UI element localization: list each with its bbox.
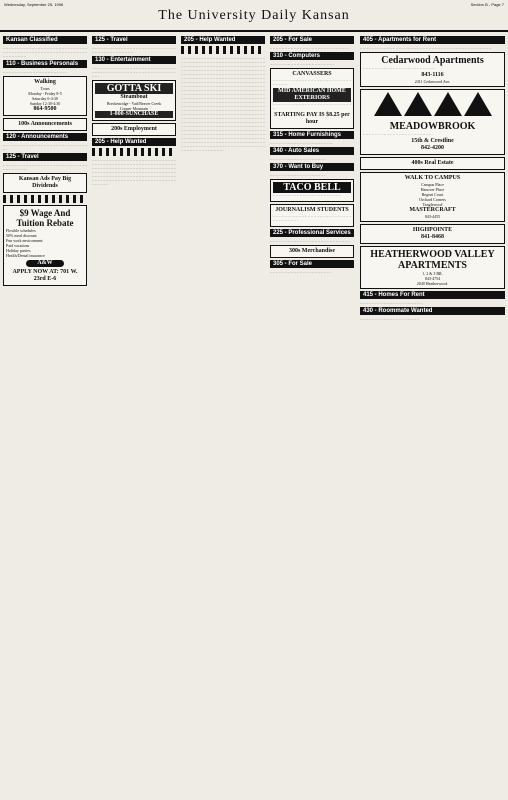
hanover-place: Hanover Place	[420, 187, 445, 192]
classified-title: Kansan Classified	[3, 36, 87, 44]
merchandise-header: 300s Merchandise	[288, 248, 336, 254]
heatherwood-address: 2040 Heatherwood.	[416, 281, 449, 286]
bullet-2: Fun work environment	[6, 238, 43, 243]
canvassers-title: CANVASSERS	[292, 71, 332, 77]
section-computers: 310 - Computers	[270, 52, 354, 60]
taco-bell-logo: TACO BELL	[273, 182, 351, 193]
meadowbrook-text: . . . . . . . . . . . . . . . . . . . . . . . . . . . . . . . . . . . . . . . . . . . . . .	[363, 132, 432, 136]
tanglewood: Tanglewood	[422, 202, 443, 207]
hours-sunday: Sunday 12:30-4:30	[29, 101, 61, 106]
journalism-text: . . . . . . . . . . . . . . . . . . . . . . . . . . . . . . . . . . . . . . . . . . . . . . . . . . . . . . . . . . . . . . . . . . . . .	[273, 214, 351, 222]
cedarwood-phone: 843-1116	[421, 72, 444, 78]
walk-title: WALK TO CAMPUS	[404, 175, 461, 181]
section-entertainment: 130 - Entertainment	[92, 56, 176, 64]
hours-weekday: Monday - Friday 8-5	[28, 91, 62, 96]
copper-mountain: Copper Mountain	[119, 106, 149, 111]
computers-text: . . . . . . . . . . . . . . . . . . . . . . . . . . . . . . . . . . . . . . . . . . .	[270, 62, 334, 66]
professional-services-text: . . . . . . . . . . . . . . . . . . . . . . . . . . . . . . . . . . . . . . . . . . . . . . . . . . . . . .	[270, 239, 351, 243]
column-2	[92, 34, 176, 796]
announcements-box	[3, 118, 87, 131]
meadowbrook-trees	[363, 92, 502, 121]
breckenridge: Breckenridge - Vail/Beaver Creek	[106, 101, 162, 106]
roommate-text: . . . . . . . . . . . . . . . . . . . . . . . . . . . . . . . . . . . . . . . .	[360, 317, 420, 321]
heatherwood-ad	[360, 246, 505, 289]
want-to-buy-text: . . . . . . . . . . . . . . . . . . . . . . . . . . . . . . . . . . . . .	[270, 173, 325, 177]
for-sale-text-2: . . . . . . . . . . . . . . . . . . . . . . . . . . . . . . . . . . . . . . . . .	[270, 270, 331, 274]
mid-american-text: . . . . . . . . . . . . . . . . . . . . . . . . . . . . . . . . . . . . . . . . . . . . . . . . . . . . . .	[273, 102, 351, 110]
section-professional-services: 225 - Professional Services	[270, 229, 354, 237]
newspaper-title: The University Daily Kansan	[158, 8, 350, 23]
bullet-3: Paid vacations	[6, 243, 30, 248]
section-auto-sales: 340 - Auto Sales	[270, 147, 354, 155]
section-help-wanted: 205 - Help Wanted	[92, 138, 176, 146]
sunchase-ad	[92, 80, 176, 121]
travel-text-2: . . . . . . . . . . . . . . . . . . . . . . . . . . . . . . . . . . . . . . . . . . . . . . . . . . . . . . . . . . . . . . . . . . . . . . . . . . . . . . . . . . . .	[92, 46, 176, 54]
sunchase-phone: 1-800-SUNCHASE	[95, 111, 173, 118]
section-roommate: 430 - Roommate Wanted	[360, 307, 505, 315]
column-4	[270, 34, 354, 796]
apartments-text: . . . . . . . . . . . . . . . . . . . . . . . . . . . . . . . . . . . . . . . . . . . . . . . . . . . . . . . . . . . . . . . . . . . . . . . . . . . . . . . . . . . . . . . .	[360, 46, 492, 50]
section-help-wanted-3: 205 - Help Wanted	[181, 36, 265, 44]
phone-number: 864-9500	[33, 106, 57, 112]
highpointe-ad	[360, 224, 505, 244]
cedarwood-address: 2411 Cedarwood Ave.	[414, 79, 451, 84]
business-text: . . . . . . . . . . . . . . . . . . . . . . . . . . . . . . . . . . . . . . . . . . .	[3, 70, 67, 74]
walking-title: Walking	[34, 79, 56, 85]
auto-sales-text: . . . . . . . . . . . . . . . . . . . . . . . . . . . . . . . . . . . . .	[270, 157, 325, 161]
section-furnishings: 315 - Home Furnishings	[270, 131, 354, 139]
apply-now: APPLY NOW AT: 701 W. 23rd E-6	[12, 269, 78, 282]
walking-tours-ad	[3, 76, 87, 116]
section-want-to-buy: 370 - Want to Buy	[270, 163, 354, 171]
regent-court: Regent Court	[421, 192, 444, 197]
hours-saturday: Saturday 6-4:30	[32, 96, 58, 101]
people-figures-3	[181, 46, 265, 54]
announcements-text: . . . . . . . . . . . . . . . . . . . . . . . . . . . . . . . . . . . . . . . . . . . . . . . . . . . . . . . . . . .	[3, 143, 87, 151]
real-estate-header: 400s Real Estate	[411, 160, 454, 166]
section-travel: 125 - Travel	[3, 153, 87, 161]
cedarwood-features: . . . . . . . . . . . . . . . . . . . . . . . . . . . . . . . . . . . . . . . . . . . . . . . .	[363, 66, 435, 70]
entertainment-text: . . . . . . . . . . . . . . . . . . . . . . . . . . . . . . . . . . . . . . . . . . . . . . . . . . . . . . . . . . . . . . . . . . . . . . . . . . . . . . . . . . . . . . . . . . . . . . . . . . . . . . . . . . . . . . . . . . . . .	[92, 66, 176, 78]
page-number: Section B - Page 7	[470, 2, 504, 7]
employment-box	[92, 123, 176, 136]
journalism-title: JOURNALISM STUDENTS	[275, 207, 349, 213]
heatherwood-br: 1, 2 & 3 BR.	[422, 271, 443, 276]
real-estate-box	[360, 157, 505, 170]
campus-place: Campus Place	[421, 182, 444, 187]
aw-logo: A&W	[26, 260, 64, 267]
taco-bell-ad	[270, 179, 354, 202]
cedarwood-title: Cedarwood Apartments	[381, 55, 484, 66]
canvassers-ad	[270, 68, 354, 129]
section-travel-2: 125 - Travel	[92, 36, 176, 44]
help-wanted-text-3: . . . . . . . . . . . . . . . . . . . . . . . . . . . . . . . . . . . . . . . . . . . . . . . . . . . . . . . . . . . . . . . . . . . . . . . . . . . . . . . . . . . . . . . . . . . . . . . . . . . . . . . . . . . . . . . . . . . . . . . . . . . . . . . . . . . . . . . . . . . . . . . . . . . . . . . . . . . . . . . . . . . . . . . . . . . . . . . . . . . . . . . . . . . . . . . . . . . . . . . . . . . . . . . . . . . . . . . . . . . . . . . . . . . . . . . . . . . . . . . . . . . . . . . . . . . . . . . . . . . . . . . . . . . . . . . . . . . . . . . . . . . . . . . . . . . . . . . . . . . . . . . . . . . . . . . . . . . . . . . . . . . . . . . . . . . . . . . . . . . . . . . . . . . . . . . . . . . . . . . . . . . . . . . . . . . . . . . . . . . . . . . . . . . . . . . . . . . . . . . . . . . . . . . . . . . . . . . . . . . . . . . . . . . . . . . . . . . . . . . . . . . . . . . . . . . . . . . . . . . . . . . . . . . . . . . . . . . . . . . . . . . . . . . . . . . . . . . . . . . . . . . . . . . . . . . . . . . . . . . . . . . . . . . . . . . . . . . . . . . . . . . . . . . . . . . . . . . . . . . . . . . . . . . . . . . . . . . . . . . . . . . . . . . . . . . . . . . . . . . . . . . . . . . . . . . . . . . . . . . . . . . . . . . . . . . . . . . . . . . . . . . . . . . . . . . . . . . . . . . . . . . . . . . . . . . . . . . . . . . . . . . . . . . . . . . . . . . . . . . . . . . . . . . . . . . . . . . . . . . . . . . . . . . . . . . . . . . . . . . . . . . . . . . . . . . . . . . . . . . . . . . . . . . . . . . . . . . . . . . . . . . . . . . . . . . . . . . . . . . . . . . . . . . . . . . . . . . . . . . . . . . . . . . . . . . . . . . . . . . . . . . . . . . . . . . . . . . . . . . . . . . . . . . . . . . . . . . . . . . . . . . . . . . . . . . . . . . . . . . . . . . . . . . . . . . . . . . . . . . . . . . . . . . . . . . . . . . . . . . . . . . . . . . . . . . . . . . . . . . . . . . . . . . . . . . . . . . . . . . . . . . . . . . . . . . . . . . . . . . . . . . . . . . . . . . . . . . . . . . . . . . . . . . . . . . . . . . . . . . . . . . . . . . . . . . . . . . . . . . . . . . . . . . . . . . . . . . . . . . . . . . . . . . . . . . . . . . . . . . . . . . . . . . . . . . . . . . . . . . . . . . . . . . . . . . . . . . . . . . . . . . . . . . . . . . . . . . . . . . . . . . . . . . . . . . . . . . . . . . . . . . . . . . . . . . . . . . . . . . . . . . . . . . . . . . . . . . . . . . . . . . . . . . . . . . . . . . . . . . . . . . . . . . . . . . . . . . . . . . . . . . . . . . . . . . . . . . . . . . . . . . . . . . . . . . . . . . . . . . . . . . . . . . . . . . . . . . . .	[181, 56, 265, 152]
bullet-4: Holiday parties	[6, 248, 31, 253]
walking-sub: Tours	[40, 86, 50, 91]
travel-text: . . . . . . . . . . . . . . . . . . . . . . . . . . . . . . . . . . . . . . . . . . . . . . . . . . . . . . . . . . . . . . . . . . . . . . . .	[3, 163, 87, 171]
highpointe-title: HIGHPOINTE	[412, 227, 453, 233]
walk-to-campus-ad	[360, 172, 505, 222]
announcements-header: 100s Announcements	[18, 121, 72, 127]
employment-header: 200s Employment	[111, 126, 157, 132]
section-announcements: 120 - Announcements	[3, 133, 87, 141]
heatherwood-phone: 843-4754	[424, 276, 441, 281]
highpointe-phone: 841-8468	[421, 234, 444, 240]
furnishings-text: . . . . . . . . . . . . . . . . . . . . . . . . . . . . . . . . . . . . . . . . . .	[270, 141, 333, 145]
merchandise-box	[270, 245, 354, 258]
mastercraft: MASTERCRAFT	[409, 207, 456, 213]
section-for-sale-2: 305 - For Sale	[270, 260, 354, 268]
section-houses: 415 - Homes For Rent	[360, 291, 505, 299]
bullet-5: Health/Dental insurance	[6, 253, 45, 258]
heatherwood-title: HEATHERWOOD VALLEY APARTMENTS	[370, 249, 495, 271]
meadowbrook-title: MEADOWBROOK	[389, 121, 476, 132]
wage-title: $9 Wage And Tuition Rebate	[16, 208, 74, 228]
meadowbrook-ad	[360, 89, 505, 155]
meadowbrook-address: 15th & Crestline	[411, 138, 454, 144]
section-apartments: 405 - Apartments for Rent	[360, 36, 505, 44]
section-for-sale: 205 - For Sale	[270, 36, 354, 44]
for-sale-text: . . . . . . . . . . . . . . . . . . . . . . . . . . . . . . . . . . . . . . . . . . . . . . . . . . . . .	[270, 46, 349, 50]
mid-american: MID AMERICAN HOME EXTERIORS	[273, 88, 351, 102]
steamboat: Steamboat	[120, 94, 148, 100]
help-wanted-text: . . . . . . . . . . . . . . . . . . . . . . . . . . . . . . . . . . . . . . . . . . . . . . . . . . . . . . . . . . . . . . . . . . . . . . . . . . . . . . . . . . . . . . . . . . . . . . . . . . . . . . . . . . . . . . . . . . . . . . . . . . . . . . . . . . . . . . . . . . . . . . . . . . . . . . . . . . . . . . . . . . . . . . . . . . . . . . . . . . . . . . . . . . . . . . . . . . . . . . . . . . . . . . . . . . . . . . . . . . . . . . . . . . . . . . . . . . . . . . . . . . . . . . . . . . . . . . . . . . . . . . . . . . . . . . . . . . . . . . . . . . . . . . . . . . . . . . . . . . . . . . . . . . . . . . . . . . . . . . . . . . . . . . . . . . . . . . . . . . . . . . . . . . .	[92, 158, 176, 186]
gotta-ski: GOTTA SKI	[95, 83, 173, 94]
journalism-ad	[270, 204, 354, 227]
meadowbrook-phone: 842-4200	[421, 145, 444, 151]
people-figures	[3, 195, 87, 203]
kansan-ad	[3, 173, 87, 193]
mastercraft-phone: 843-4455	[424, 214, 441, 219]
column-3	[181, 34, 265, 796]
column-1	[3, 34, 87, 796]
bullet-0: Flexible schedules	[6, 228, 36, 233]
masthead	[0, 0, 508, 32]
orchard-corners: Orchard Corners	[419, 197, 446, 202]
section-business-personals: 110 - Business Personals	[3, 60, 87, 68]
column-5	[360, 34, 505, 796]
people-figures-2	[92, 148, 176, 156]
houses-text: . . . . . . . . . . . . . . . . . . . . . . . . . . . . . . . . . . . . . . . . . .	[360, 301, 423, 305]
kansan-ad-title: Kansan Ads Pay Big Dividends	[18, 176, 72, 189]
taco-bell-text: . . . . . . . . . . . . . . . . . . . . . . . . . . . . . . . . . . . . . . . . . . . . . .	[273, 193, 342, 197]
classified-index: . . . . . . . . . . . . . . . . . . . . . . . . . . . . . . . . . . . . . . . . . . . . . . . . . . . . . . . . . . . . . . . . . . . . . . . . . . . . . . . . . . . . . . . . . . . . . . . . . . . . . . . . . . . . . . . . . . . . . . . . . . . . . . . .	[3, 46, 87, 58]
bullet-1: 50% meal discount	[6, 233, 37, 238]
canvassers-text: . . . . . . . . . . . . . . . . . . . . . . . . . . . . . . . . . . . . . . . . . . . . . . . . . . . . . . . . . . . . . .	[273, 78, 351, 86]
issue-date: Wednesday, September 25, 1996	[4, 2, 64, 7]
starting-pay: STARTING PAY IS $8.25 per hour	[274, 112, 350, 125]
cedarwood-ad	[360, 52, 505, 87]
aw-wage-ad	[3, 205, 87, 286]
